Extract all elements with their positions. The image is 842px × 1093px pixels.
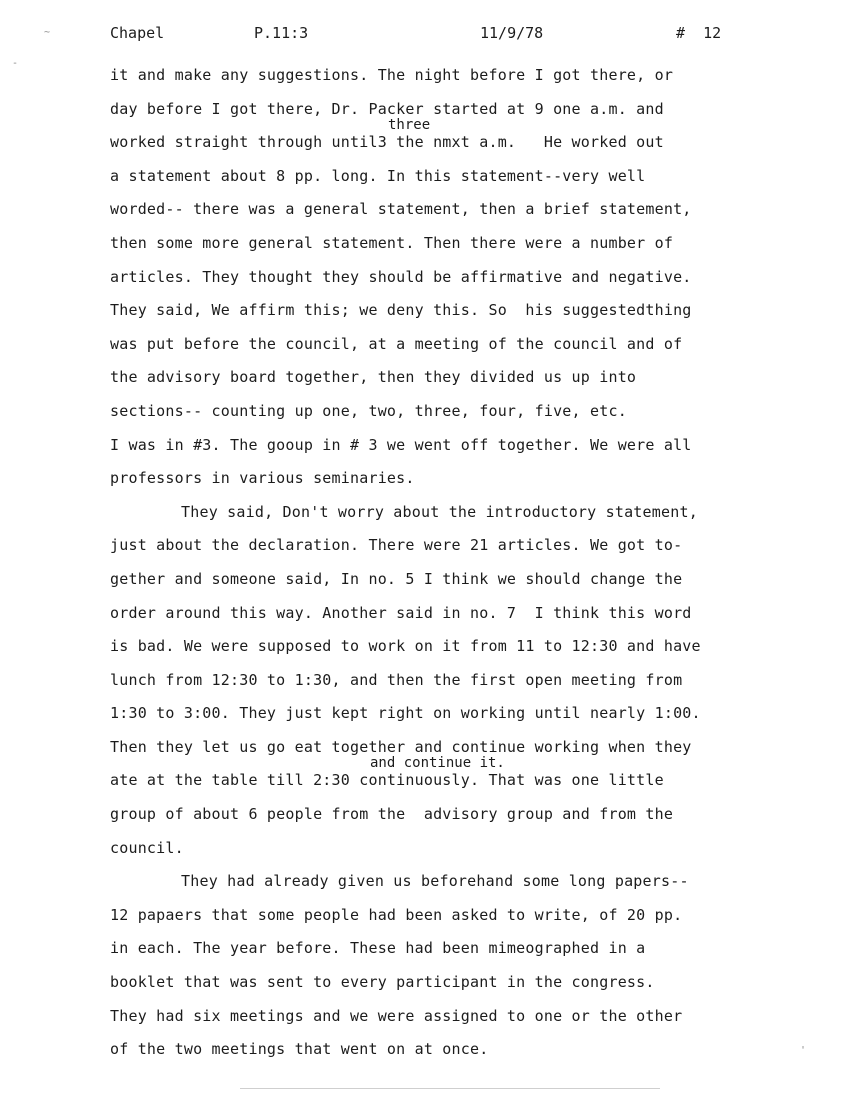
text-line: 1:30 to 3:00. They just kept right on working until nearly 1:00. bbox=[110, 704, 701, 723]
text-line: sections-- counting up one, two, three, four, five, etc. bbox=[110, 401, 627, 420]
header-page-number: # 12 bbox=[676, 24, 722, 42]
text-line: it and make any suggestions. The night before I got there, or bbox=[110, 66, 674, 84]
text-line: I was in #3. The gooup in # 3 we went off together. We were all bbox=[110, 435, 692, 454]
text-line: was put before the council, at a meeting of the council and of bbox=[110, 334, 683, 353]
text-line: booklet that was sent to every participant in the congress. bbox=[110, 973, 655, 992]
text-line: 12 papaers that some people had been asked to write, of 20 pp. bbox=[110, 905, 683, 924]
scan-edge-line bbox=[240, 1088, 660, 1089]
scan-speck: ~ bbox=[44, 27, 51, 38]
text-line: then some more general statement. Then there were a number of bbox=[110, 233, 674, 252]
text-line: group of about 6 people from the advisory group and from the bbox=[110, 805, 674, 824]
text-line: of the two meetings that went on at once. bbox=[110, 1040, 489, 1059]
text-line: is bad. We were supposed to work on it from 11 to 12:30 and have bbox=[110, 637, 701, 656]
text-line: gether and someone said, In no. 5 I think we should change the bbox=[110, 569, 683, 588]
text-line: They had six meetings and we were assigned to one or the other bbox=[110, 1006, 683, 1025]
text-line: the advisory board together, then they divided us up into bbox=[110, 368, 637, 387]
scan-speck: - bbox=[12, 58, 19, 69]
header-date: 11/9/78 bbox=[480, 24, 544, 42]
interlinear-insert-continue: and continue it. bbox=[370, 755, 505, 771]
text-line: They said, We affirm this; we deny this. So his suggestedthing bbox=[110, 301, 692, 320]
text-line: a statement about 8 pp. long. In this statement--very well bbox=[110, 166, 646, 185]
text-line: ate at the table till 2:30 continuously. That was one little bbox=[110, 771, 664, 790]
paragraph-start-line: They had already given us beforehand some long papers-- bbox=[181, 872, 689, 891]
text-line: council. bbox=[110, 838, 184, 857]
text-line: order around this way. Another said in no. 7 I think this word bbox=[110, 603, 692, 622]
page-header bbox=[0, 24, 842, 44]
text-line: in each. The year before. These had been mimeographed in a bbox=[110, 939, 646, 958]
text-line: professors in various seminaries. bbox=[110, 469, 415, 488]
interlinear-insert-three: three bbox=[388, 117, 431, 133]
header-page-ref: P.11:3 bbox=[254, 24, 309, 42]
body-text bbox=[110, 64, 790, 1072]
text-line: worked straight through until3 the nmxt a.m. He worked out bbox=[110, 133, 664, 152]
paragraph-start-line: They said, Don't worry about the introductory statement, bbox=[181, 502, 698, 521]
text-line: articles. They thought they should be affirmative and negative. bbox=[110, 267, 692, 286]
text-line: day before I got there, Dr. Packer started at 9 one a.m. and bbox=[110, 99, 664, 118]
scan-speck: ' bbox=[800, 1045, 807, 1056]
text-line: just about the declaration. There were 21 articles. We got to- bbox=[110, 536, 683, 555]
text-line: lunch from 12:30 to 1:30, and then the first open meeting from bbox=[110, 670, 683, 689]
text-line: worded-- there was a general statement, then a brief statement, bbox=[110, 200, 692, 219]
header-name: Chapel bbox=[110, 24, 165, 42]
text-line: Then they let us go eat together and continue working when they bbox=[110, 737, 692, 756]
